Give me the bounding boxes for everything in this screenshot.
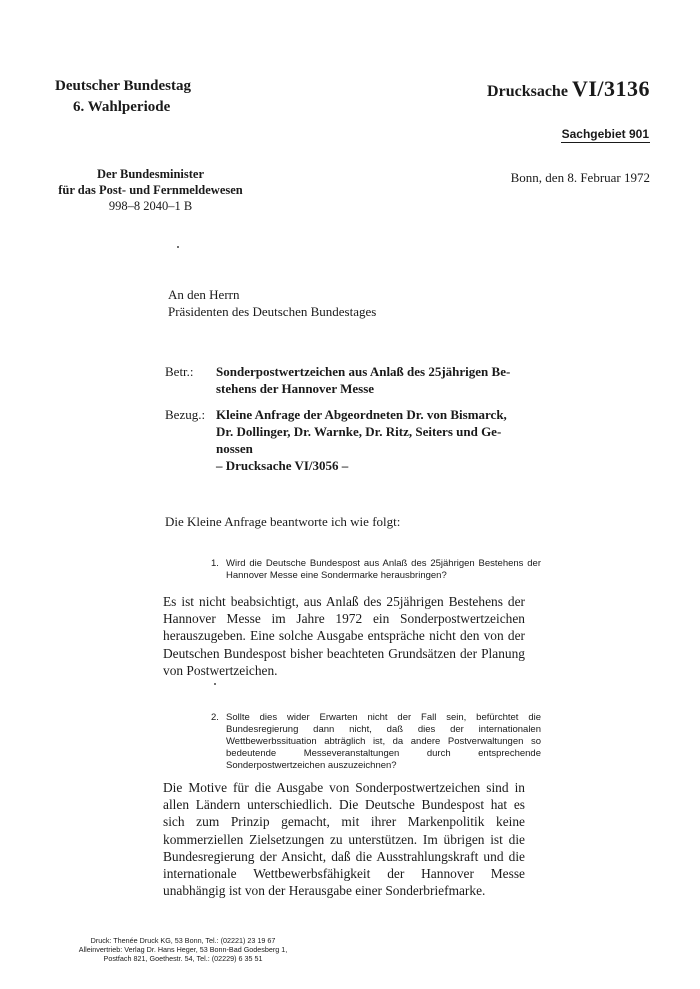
- subject-line-2: stehens der Hannover Messe: [216, 381, 375, 396]
- question-1-text: Wird die Deutsche Bundespost aus Anlaß des 25jährigen Bestehens der Hannover Messe eine Sondermarke herausbringen?: [226, 558, 541, 581]
- printer-footer: [33, 936, 333, 963]
- speck: [177, 246, 179, 248]
- intro-sentence: Die Kleine Anfrage beantworte ich wie folgt:: [165, 514, 401, 529]
- answer-1: Es ist nicht beabsichtigt, aus Anlaß des 25jährigen Bestehens der Hannover Messe im Jahre 1972 ein Sonderpostwertzeichen herauszugeben. Eine solche Ausgabe entspräche nicht den von der Deutschen Bundespost bisher beachteten Grundsätzen der Planung von Postwertzeichen.: [163, 594, 525, 678]
- document-number: [487, 76, 650, 102]
- sender-ministry: für das Post- und Fernmeldewesen: [58, 183, 243, 197]
- recipient-block: [168, 286, 376, 320]
- reference-line-1: Kleine Anfrage der Abgeordneten Dr. von Bismarck,: [216, 407, 507, 422]
- question-2-text: Sollte dies wider Erwarten nicht der Fall sein, befürchtet die Bundesregierung dann nicht, daß dies der internationalen Wettbewerbssituation abträglich ist, da andere Postverwaltungen so bedeutende Messeveranstaltungen durch entsprechende Sonderpostwertzeichen auszuzeichnen?: [226, 712, 541, 771]
- election-period: 6. Wahlperiode: [73, 99, 171, 115]
- recipient-line-2: Präsidenten des Deutschen Bundestages: [168, 304, 377, 319]
- subject-label: Betr.:: [165, 364, 194, 379]
- reference-text: [216, 406, 576, 474]
- footer-line-2: Alleinvertrieb: Verlag Dr. Hans Heger, 53 Bonn-Bad Godesberg 1,: [78, 945, 288, 954]
- document-label: Drucksache: [487, 83, 568, 100]
- sender-block: [48, 166, 253, 214]
- answer-2: Die Motive für die Ausgabe von Sonderpostwertzeichen sind in allen Ländern unterschiedlich. Die Deutsche Bundespost hat es sich zum Prinzip gemacht, mit ihrer Markenpolitik keine kommerziellen Zielsetzungen zu unterstützen. Im übrigen ist die Bundesregierung der Ansicht, daß die Ausstrahlungskraft und die internationale Wettbewerbsfähigkeit der Hannover Messe unabhängig ist von der Herausgabe einer Sonderbriefmarke.: [163, 780, 525, 899]
- document-number-value: VI/3136: [571, 76, 650, 101]
- parliament-name: Deutscher Bundestag: [55, 78, 191, 94]
- subject-text: [216, 363, 576, 397]
- letter-date: Bonn, den 8. Februar 1972: [510, 170, 650, 185]
- reference-line-3: nossen: [216, 441, 253, 456]
- recipient-line-1: An den Herrn: [168, 287, 240, 302]
- footer-line-1: Druck: Thenée Druck KG, 53 Bonn, Tel.: (02221) 23 19 67: [90, 936, 276, 945]
- speck: [214, 683, 216, 685]
- question-1-number: 1.: [211, 558, 219, 569]
- reference-line-2: Dr. Dollinger, Dr. Warnke, Dr. Ritz, Seiters und Ge-: [216, 424, 502, 439]
- sender-reference: 998–8 2040–1 B: [108, 199, 193, 213]
- sachgebiet-label: Sachgebiet 901: [561, 127, 649, 141]
- sender-title: Der Bundesminister: [96, 167, 205, 181]
- reference-label: Bezug.:: [165, 407, 206, 422]
- footer-line-3: Postfach 821, Goethestr. 54, Tel.: (02229) 6 35 51: [103, 954, 263, 963]
- question-2-number: 2.: [211, 712, 219, 723]
- parliament-header: [55, 76, 255, 118]
- reference-line-4: – Drucksache VI/3056 –: [216, 458, 349, 473]
- subject-line-1: Sonderpostwertzeichen aus Anlaß des 25jährigen Be-: [216, 364, 511, 379]
